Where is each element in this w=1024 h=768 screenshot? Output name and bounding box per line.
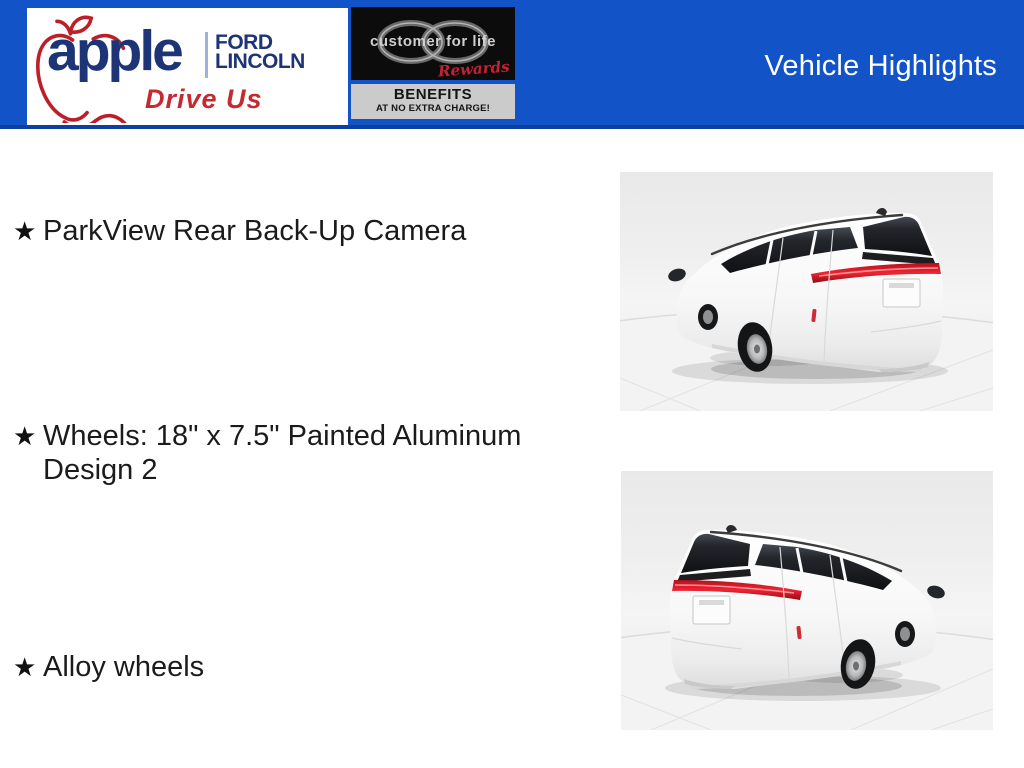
- rewards-script: Rewards: [436, 57, 510, 81]
- vehicle-photo-rear-left: [620, 172, 993, 411]
- benefits-badge: [351, 84, 515, 119]
- highlight-text: Alloy wheels: [43, 651, 205, 683]
- brand-ford: FORD: [215, 31, 273, 54]
- star-bullet-icon: ★: [13, 652, 37, 682]
- brand-names: [215, 33, 305, 71]
- brand-lincoln: LINCOLN: [215, 50, 305, 73]
- header: [0, 0, 1024, 129]
- star-bullet-icon: ★: [13, 216, 37, 246]
- highlight-text: Wheels: 18" x 7.5" Painted Aluminum Design 2: [43, 420, 522, 486]
- highlight-item: [13, 650, 204, 684]
- dealer-logo: [27, 8, 348, 125]
- benefits-line1: BENEFITS: [393, 86, 473, 103]
- minivan-rear-right-photo: [621, 471, 993, 730]
- highlight-item: [13, 214, 466, 248]
- benefits-line2: AT NO EXTRA CHARGE!: [375, 103, 491, 114]
- dealer-name: apple: [47, 19, 181, 83]
- vehicle-photo-rear-right: [621, 471, 993, 730]
- highlight-item: [13, 419, 535, 487]
- highlight-text: ParkView Rear Back-Up Camera: [43, 215, 467, 247]
- star-bullet-icon: ★: [13, 421, 37, 451]
- dealer-tagline: Drive Us: [145, 84, 263, 114]
- minivan-rear-left-photo: [620, 172, 993, 411]
- rewards-title: customer for life: [369, 33, 497, 50]
- logo-divider: [205, 32, 208, 78]
- rewards-badge: [351, 7, 515, 80]
- page-title: Vehicle Highlights: [764, 50, 997, 82]
